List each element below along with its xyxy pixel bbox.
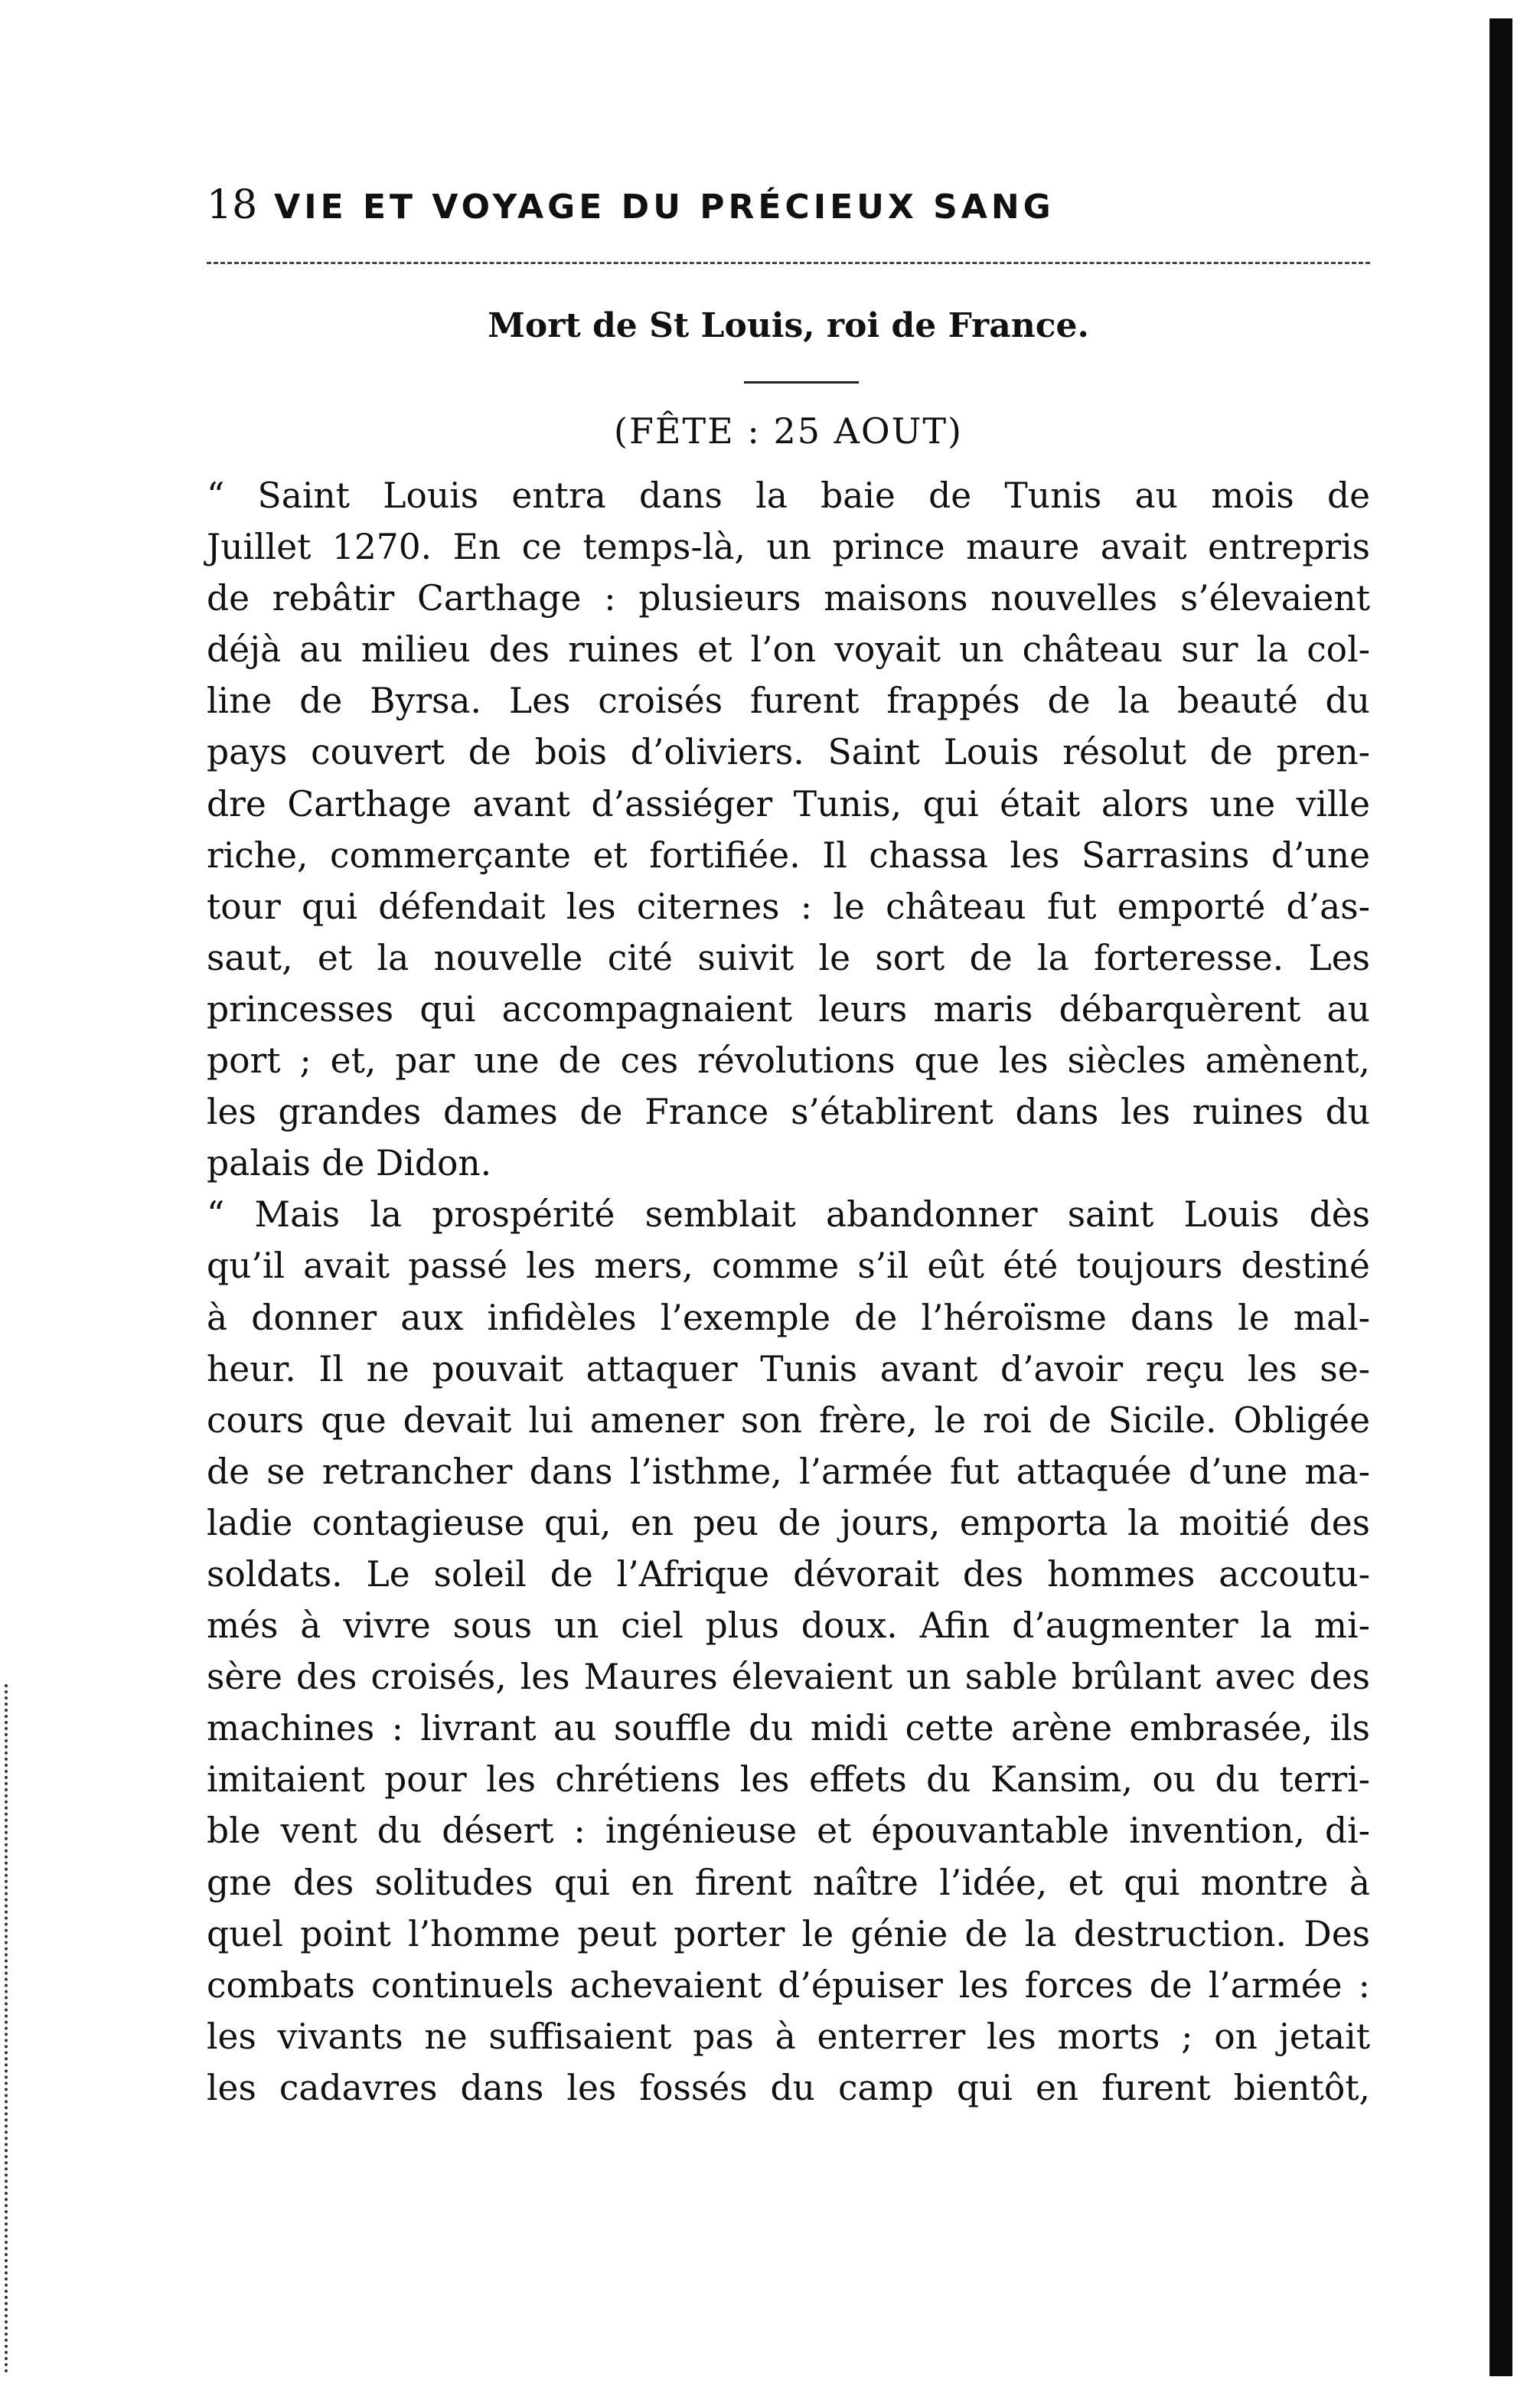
- text-line: ladie contagieuse qui, en peu de jours, emporta la moitié des: [207, 1502, 1370, 1543]
- text-line: imitaient pour les chrétiens les effets du Kansim, ou du terri-: [207, 1759, 1370, 1801]
- text-line: port ; et, par une de ces révolutions que les siècles amènent,: [207, 1040, 1370, 1082]
- title-rule: [744, 381, 859, 384]
- text-line: de se retrancher dans l’isthme, l’armée fut attaquée d’une ma-: [207, 1451, 1370, 1492]
- text-line: sère des croisés, les Maures élevaient un sable brûlant avec des: [207, 1657, 1370, 1698]
- text-line: à donner aux infidèles l’exemple de l’héroïsme dans le mal-: [207, 1297, 1370, 1338]
- text-line: les cadavres dans les fossés du camp qui en furent bientôt,: [207, 2067, 1370, 2108]
- text-line: Juillet 1270. En ce temps-là, un prince maure avait entrepris: [207, 527, 1370, 568]
- text-line: pays couvert de bois d’oliviers. Saint Louis résolut de pren-: [207, 732, 1370, 773]
- text-line: ble vent du désert : ingénieuse et épouvantable invention, di-: [207, 1810, 1370, 1852]
- text-line: qu’il avait passé les mers, comme s’il eût été toujours destiné: [207, 1246, 1370, 1287]
- page-number: 18: [207, 182, 258, 228]
- text-line: “ Saint Louis entra dans la baie de Tunis au mois de: [207, 475, 1370, 516]
- scan-edge-marks: [5, 1684, 11, 2373]
- header-rule: [207, 262, 1370, 264]
- text-line: machines : livrant au souffle du midi cette arène embrasée, ils: [207, 1708, 1370, 1749]
- scan-border-bar: [1489, 18, 1512, 2376]
- text-line: palais de Didon.: [207, 1143, 492, 1184]
- page-header: [207, 182, 1370, 236]
- text-line: heur. Il ne pouvait attaquer Tunis avant d’avoir reçu les se-: [207, 1348, 1370, 1389]
- text-line: princesses qui accompagnaient leurs maris débarquèrent au: [207, 988, 1370, 1030]
- text-line: combats continuels achevaient d’épuiser les forces de l’armée :: [207, 1964, 1370, 2006]
- body-text: [207, 470, 1370, 2114]
- text-line: les vivants ne suffisaient pas à enterrer les morts ; on jetait: [207, 2016, 1370, 2057]
- section-title: Mort de St Louis, roi de France.: [488, 306, 1089, 345]
- text-line: cours que devait lui amener son frère, le roi de Sicile. Obligée: [207, 1399, 1370, 1441]
- text-line: déjà au milieu des ruines et l’on voyait un château sur la col-: [207, 629, 1370, 671]
- text-line: soldats. Le soleil de l’Afrique dévorait des hommes accoutu-: [207, 1553, 1370, 1595]
- text-line: quel point l’homme peut porter le génie de la destruction. Des: [207, 1913, 1370, 1954]
- text-line: tour qui défendait les citernes : le château fut emporté d’as-: [207, 886, 1370, 927]
- text-line: gne des solitudes qui en firent naître l’idée, et qui montre à: [207, 1862, 1370, 1903]
- text-line: saut, et la nouvelle cité suivit le sort de la forteresse. Les: [207, 937, 1370, 978]
- text-line: riche, commerçante et fortifiée. Il chassa les Sarrasins d’une: [207, 834, 1370, 876]
- text-line: line de Byrsa. Les croisés furent frappés de la beauté du: [207, 681, 1370, 722]
- text-line: dre Carthage avant d’assiéger Tunis, qui était alors une ville: [207, 783, 1370, 824]
- text-line: més à vivre sous un ciel plus doux. Afin d’augmenter la mi-: [207, 1605, 1370, 1647]
- text-line: de rebâtir Carthage : plusieurs maisons nouvelles s’élevaient: [207, 578, 1370, 619]
- text-line: les grandes dames de France s’établirent dans les ruines du: [207, 1092, 1370, 1133]
- running-title: VIE ET VOYAGE DU PRÉCIEUX SANG: [274, 188, 1055, 227]
- feast-date: (FÊTE : 25 AOUT): [614, 410, 963, 452]
- text-line: “ Mais la prospérité semblait abandonner saint Louis dès: [207, 1194, 1370, 1236]
